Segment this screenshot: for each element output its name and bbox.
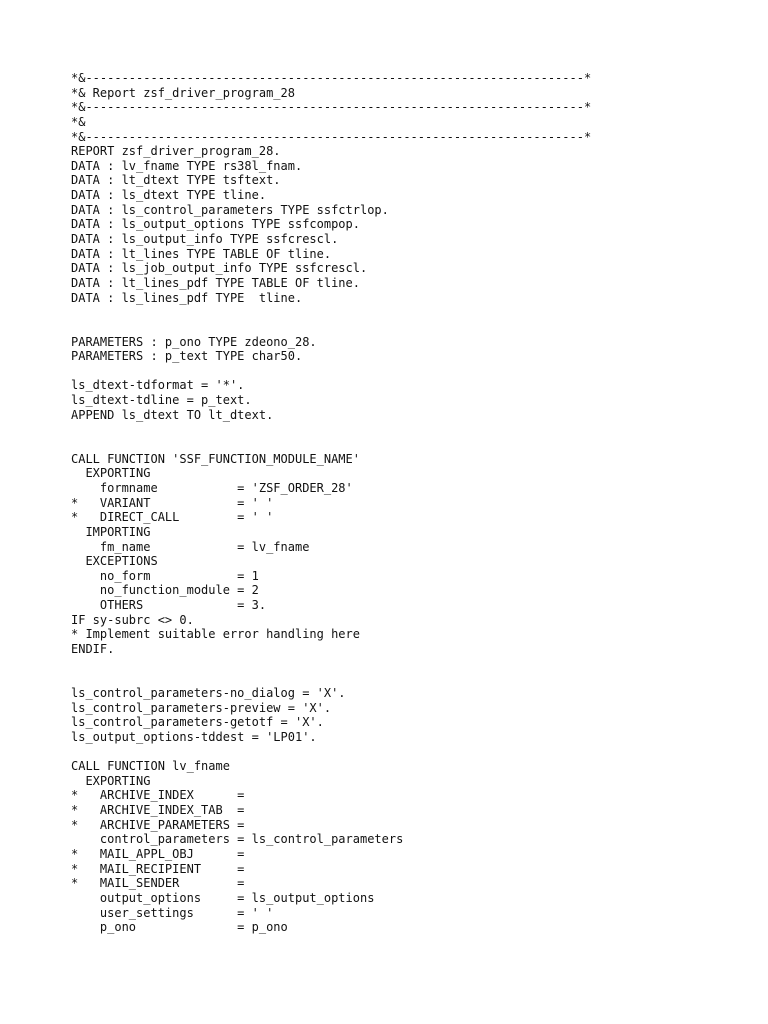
code-line: APPEND ls_dtext TO lt_dtext. [71, 407, 274, 422]
code-listing [71, 71, 591, 935]
code-line [71, 657, 591, 672]
code-line: DATA : ls_output_info TYPE ssfcrescl. [71, 232, 339, 247]
code-line: * VARIANT = ' ' [71, 495, 274, 510]
code-line: IMPORTING [71, 524, 151, 539]
code-line: DATA : lt_dtext TYPE tsftext. [71, 173, 281, 188]
code-line [71, 320, 591, 335]
code-line: DATA : ls_output_options TYPE ssfcompop. [71, 217, 360, 232]
code-line: output_options = ls_output_options [71, 890, 375, 905]
code-line [71, 437, 591, 452]
code-line: DATA : lt_lines TYPE TABLE OF tline. [71, 246, 332, 261]
code-line: OTHERS = 3. [71, 598, 267, 613]
code-line: ENDIF. [71, 641, 115, 656]
code-line: *& Report zsf_driver_program_28 [71, 85, 295, 100]
code-line [71, 744, 591, 759]
code-line: IF sy-subrc <> 0. [71, 612, 194, 627]
code-line: EXCEPTIONS [71, 554, 158, 569]
code-line: * DIRECT_CALL = ' ' [71, 510, 274, 525]
code-line: *&---------------------------------------------------------------------* [71, 71, 592, 85]
code-line: EXPORTING [71, 773, 151, 788]
code-line: PARAMETERS : p_text TYPE char50. [71, 349, 303, 364]
code-line [71, 671, 591, 686]
code-line: ls_control_parameters-no_dialog = 'X'. [71, 685, 346, 700]
code-line: * ARCHIVE_PARAMETERS = [71, 817, 245, 832]
code-line: ls_control_parameters-getotf = 'X'. [71, 715, 324, 730]
code-line: DATA : ls_lines_pdf TYPE tline. [71, 290, 303, 305]
code-line: * Implement suitable error handling here [71, 627, 360, 642]
code-line: no_function_module = 2 [71, 583, 259, 598]
code-line: PARAMETERS : p_ono TYPE zdeono_28. [71, 334, 317, 349]
code-line: ls_dtext-tdline = p_text. [71, 393, 252, 408]
code-line: *&---------------------------------------------------------------------* [71, 100, 592, 115]
code-line: * MAIL_APPL_OBJ = [71, 846, 245, 861]
code-line: p_ono = p_ono [71, 920, 288, 935]
code-line: REPORT zsf_driver_program_28. [71, 144, 281, 159]
code-line [71, 364, 591, 379]
code-line: DATA : lv_fname TYPE rs38l_fnam. [71, 158, 303, 173]
code-line: CALL FUNCTION 'SSF_FUNCTION_MODULE_NAME' [71, 451, 360, 466]
code-line: EXPORTING [71, 466, 151, 481]
code-line: ls_dtext-tdformat = '*'. [71, 378, 245, 393]
code-line: * ARCHIVE_INDEX_TAB = [71, 803, 245, 818]
code-line: * ARCHIVE_INDEX = [71, 788, 245, 803]
code-line: DATA : ls_dtext TYPE tline. [71, 188, 267, 203]
code-line: ls_output_options-tddest = 'LP01'. [71, 729, 317, 744]
code-line: formname = 'ZSF_ORDER_28' [71, 480, 353, 495]
code-line [71, 422, 591, 437]
code-line: CALL FUNCTION lv_fname [71, 759, 230, 774]
code-line: DATA : ls_job_output_info TYPE ssfcrescl. [71, 261, 368, 276]
code-line: user_settings = ' ' [71, 905, 274, 920]
code-line: control_parameters = ls_control_parameters [71, 832, 404, 847]
code-line: DATA : ls_control_parameters TYPE ssfctrlop. [71, 202, 389, 217]
code-line [71, 305, 591, 320]
code-line: ls_control_parameters-preview = 'X'. [71, 700, 332, 715]
code-line: * MAIL_RECIPIENT = [71, 861, 245, 876]
code-line: *&---------------------------------------------------------------------* [71, 129, 592, 144]
code-line: *& [71, 114, 86, 129]
code-line: no_form = 1 [71, 568, 259, 583]
code-line: fm_name = lv_fname [71, 539, 310, 554]
code-line: DATA : lt_lines_pdf TYPE TABLE OF tline. [71, 275, 360, 290]
code-line: * MAIL_SENDER = [71, 876, 245, 891]
